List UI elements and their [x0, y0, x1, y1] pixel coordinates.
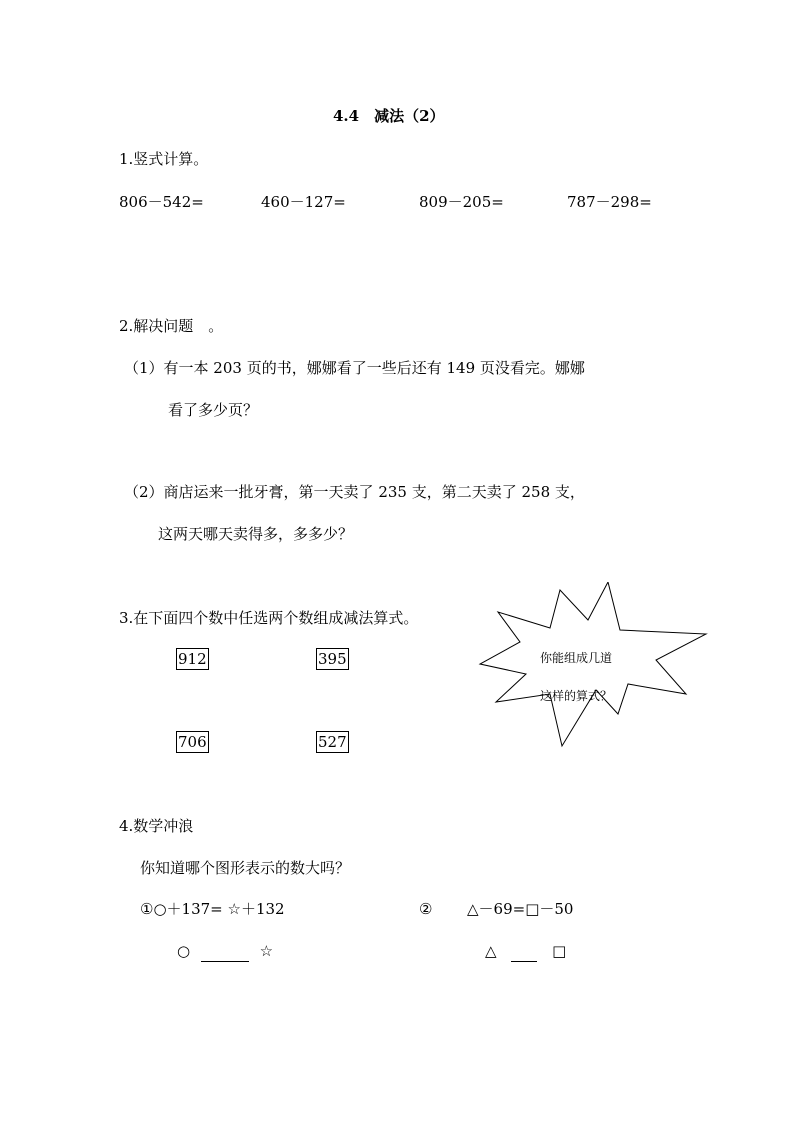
q1-problem-1: 806－542=	[119, 193, 204, 211]
q2-problem-2-line-2: 这两天哪天卖得多，多多少？	[158, 525, 354, 543]
q2-heading: 2.解决问题 。	[119, 317, 224, 335]
q4-prompt: 你知道哪个图形表示的数大吗？	[140, 859, 351, 877]
star-symbol: ☆	[259, 942, 274, 960]
q4-heading: 4.数学冲浪	[119, 817, 194, 835]
q4-equation-2: △－69=□－50	[467, 900, 574, 918]
bubble-text-line-2: 这样的算式？	[540, 689, 613, 703]
number-box-706: 706	[178, 733, 207, 751]
comparison-1-blank[interactable]	[201, 941, 249, 962]
circle-symbol: ○	[177, 942, 191, 960]
comparison-1	[177, 941, 273, 962]
q1-problem-4: 787－298=	[567, 193, 652, 211]
q1-heading: 1.竖式计算。	[119, 150, 209, 168]
number-box-912: 912	[178, 650, 207, 668]
triangle-symbol: △	[485, 942, 497, 960]
comparison-2	[485, 941, 566, 962]
square-symbol: □	[552, 942, 567, 960]
comparison-2-blank[interactable]	[511, 941, 537, 962]
q1-problem-2: 460－127=	[261, 193, 346, 211]
q1-problem-3: 809－205=	[419, 193, 504, 211]
q3-heading: 3.在下面四个数中任选两个数组成减法算式。	[119, 609, 419, 627]
number-box-395: 395	[318, 650, 347, 668]
number-box-527: 527	[318, 733, 347, 751]
q2-problem-1-line-1: （1）有一本 203 页的书，娜娜看了一些后还有 149 页没看完。娜娜	[124, 359, 585, 377]
q4-equation-2-number: ②	[419, 900, 433, 918]
bubble-text-line-1: 你能组成几道	[540, 651, 613, 665]
q4-equation-1: ①○＋137= ☆＋132	[140, 900, 285, 918]
page-title: 4.4 减法（2）	[333, 107, 445, 125]
starburst-bubble	[478, 582, 710, 748]
q2-problem-2-line-1: （2）商店运来一批牙膏，第一天卖了 235 支，第二天卖了 258 支，	[124, 483, 585, 501]
q2-problem-1-line-2: 看了多少页？	[168, 401, 259, 419]
